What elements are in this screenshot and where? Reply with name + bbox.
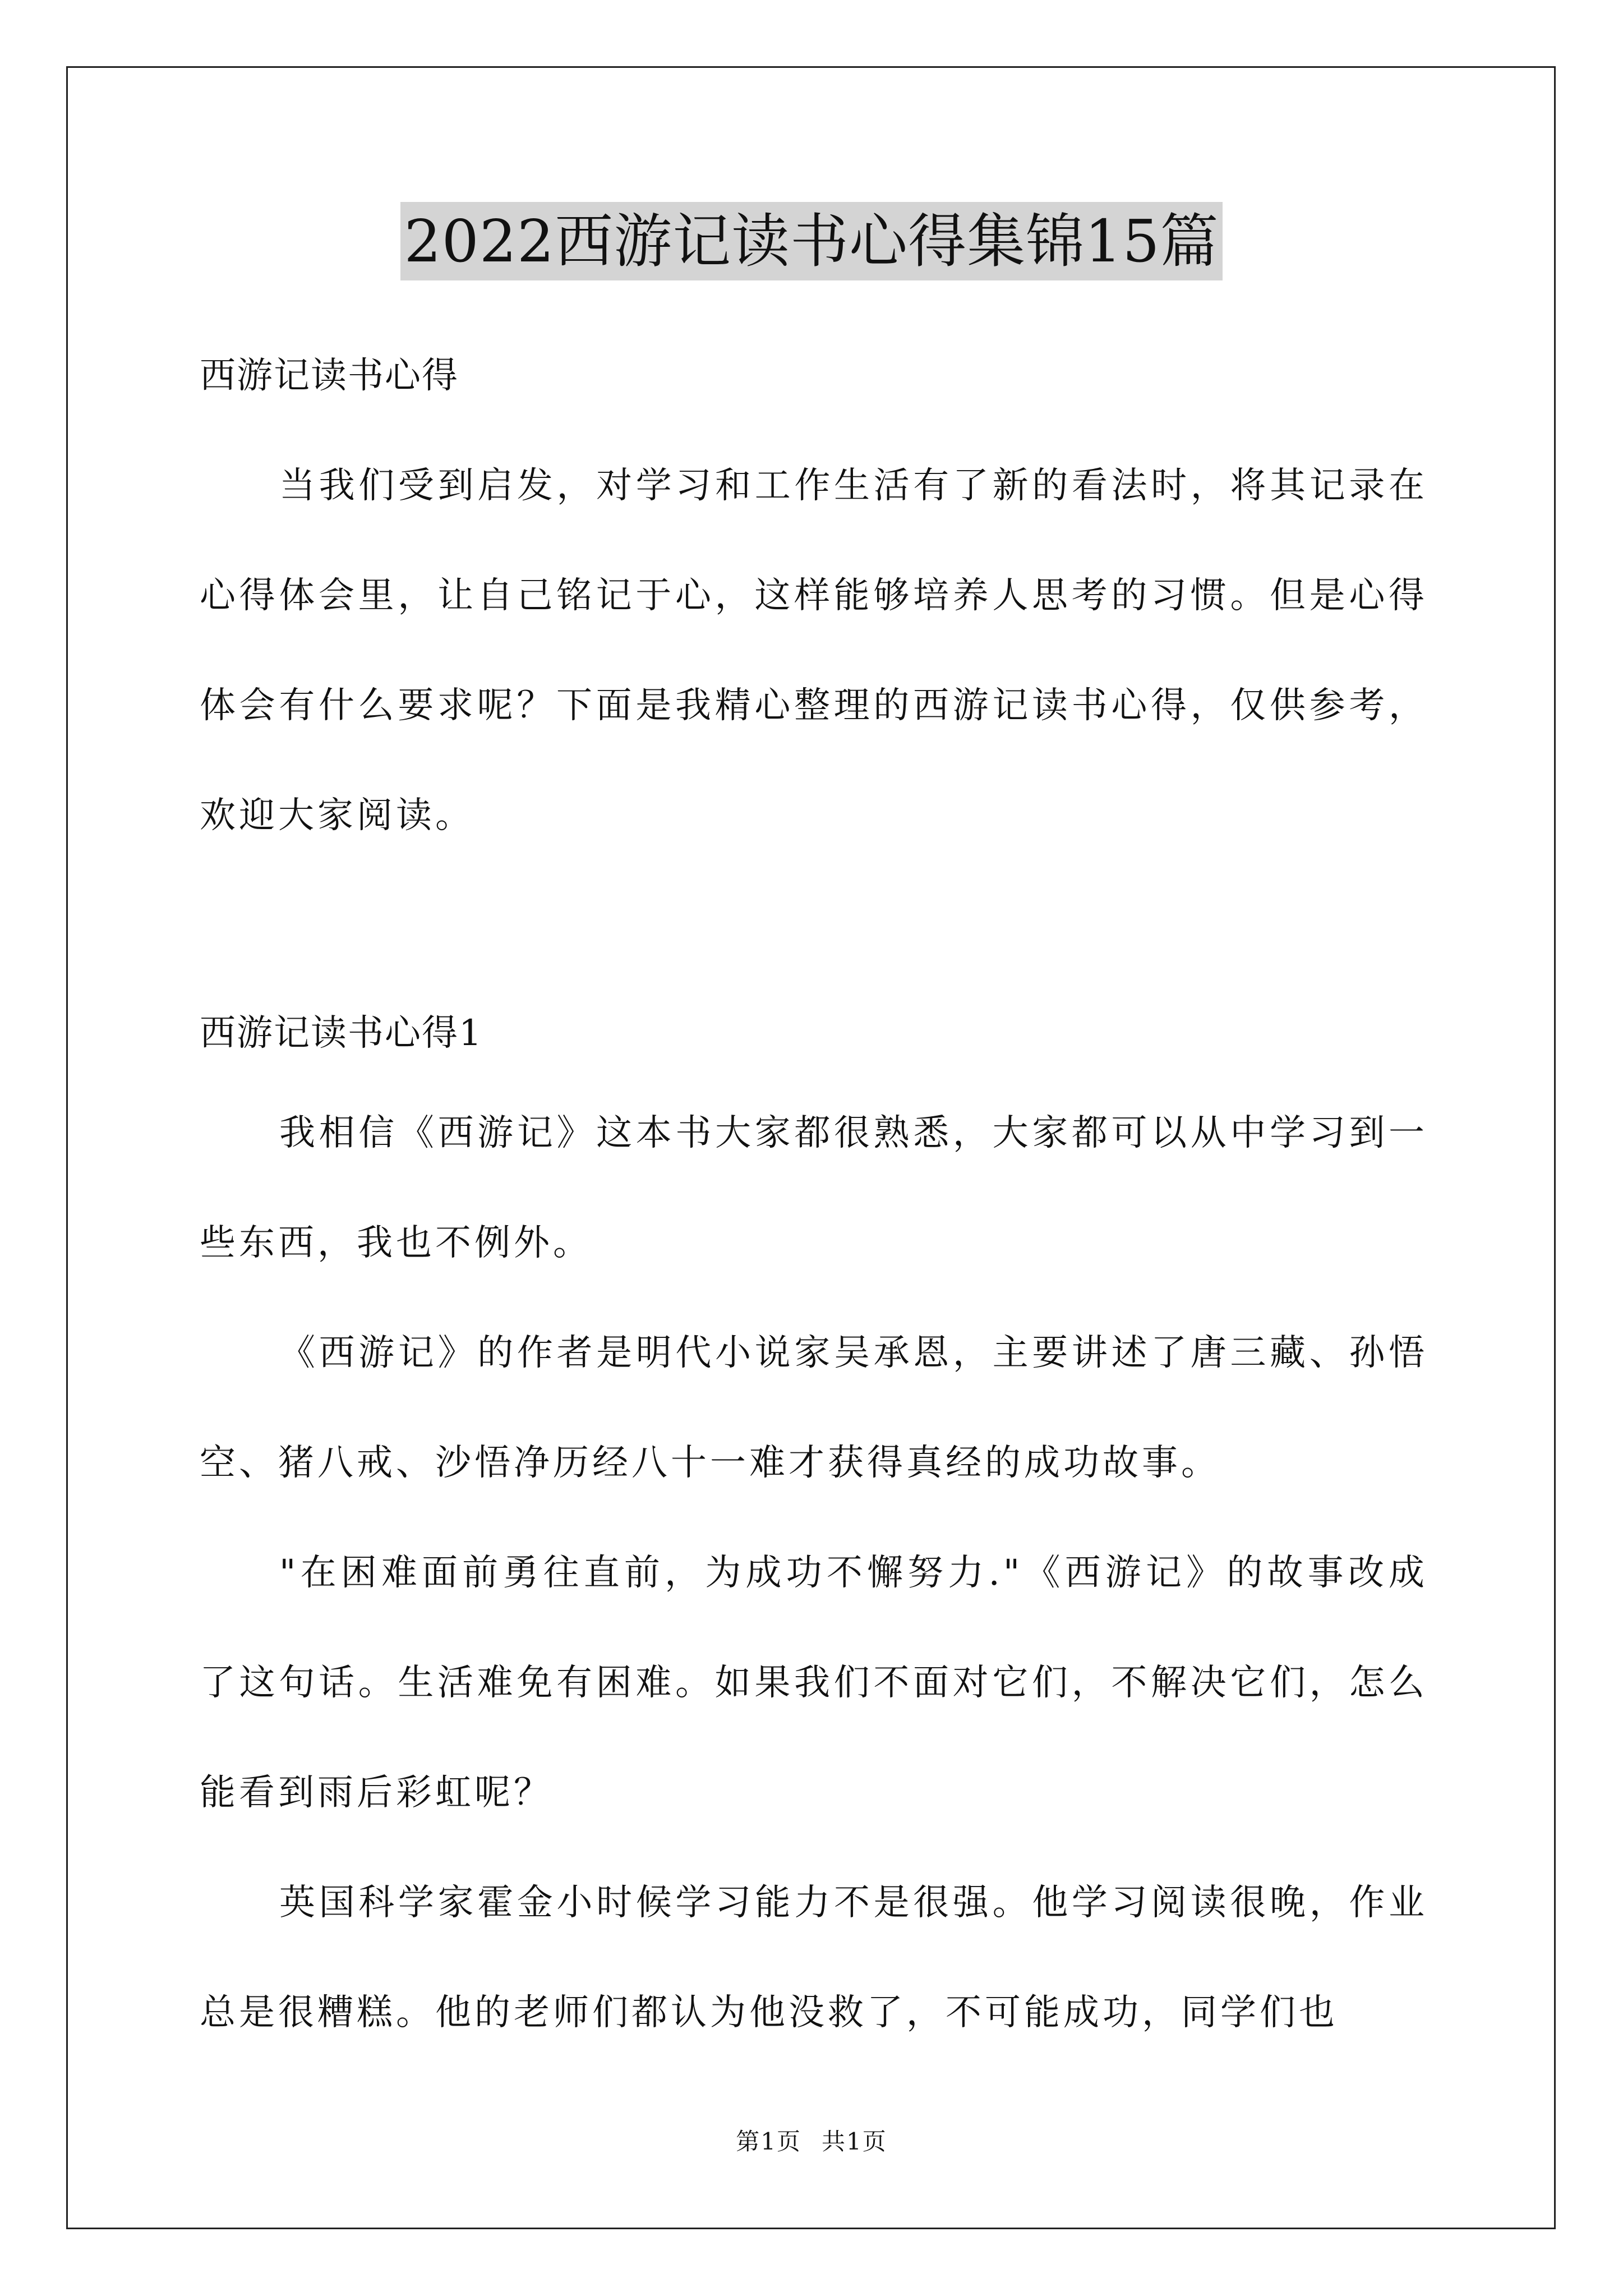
intro-heading: 西游记读书心得 bbox=[200, 355, 459, 397]
section-1-heading: 西游记读书心得1 bbox=[200, 1013, 483, 1054]
section-1-paragraph: 《西游记》的作者是明代小说家吴承恩，主要讲述了唐三藏、孙悟空、猪八戒、沙悟净历经八十一难才获得真经的成功故事。 bbox=[200, 1332, 1428, 1484]
title-container bbox=[0, 202, 1623, 280]
section-1-paragraph: "在困难面前勇往直前，为成功不懈努力."《西游记》的故事改成了这句话。生活难免有困难。如果我们不面对它们，不解决它们，怎么能看到雨后彩虹呢？ bbox=[200, 1552, 1428, 1814]
document-body bbox=[200, 348, 1428, 2068]
document-title: 2022西游记读书心得集锦15篇 bbox=[400, 202, 1222, 280]
section-1-paragraph: 我相信《西游记》这本书大家都很熟悉，大家都可以从中学习到一些东西，我也不例外。 bbox=[200, 1112, 1428, 1264]
page-footer bbox=[0, 2125, 1623, 2159]
section-1-paragraph: 英国科学家霍金小时候学习能力不是很强。他学习阅读很晚，作业总是很糟糕。他的老师们都认为他没救了，不可能成功，同学们也 bbox=[200, 1882, 1428, 2033]
page-number: 第1页 bbox=[736, 2128, 801, 2155]
page-total: 共1页 bbox=[822, 2128, 887, 2155]
intro-paragraph: 当我们受到启发，对学习和工作生活有了新的看法时，将其记录在心得体会里，让自己铭记于心，这样能够培养人思考的习惯。但是心得体会有什么要求呢？下面是我精心整理的西游记读书心得，仅供参考，欢迎大家阅读。 bbox=[200, 465, 1428, 836]
